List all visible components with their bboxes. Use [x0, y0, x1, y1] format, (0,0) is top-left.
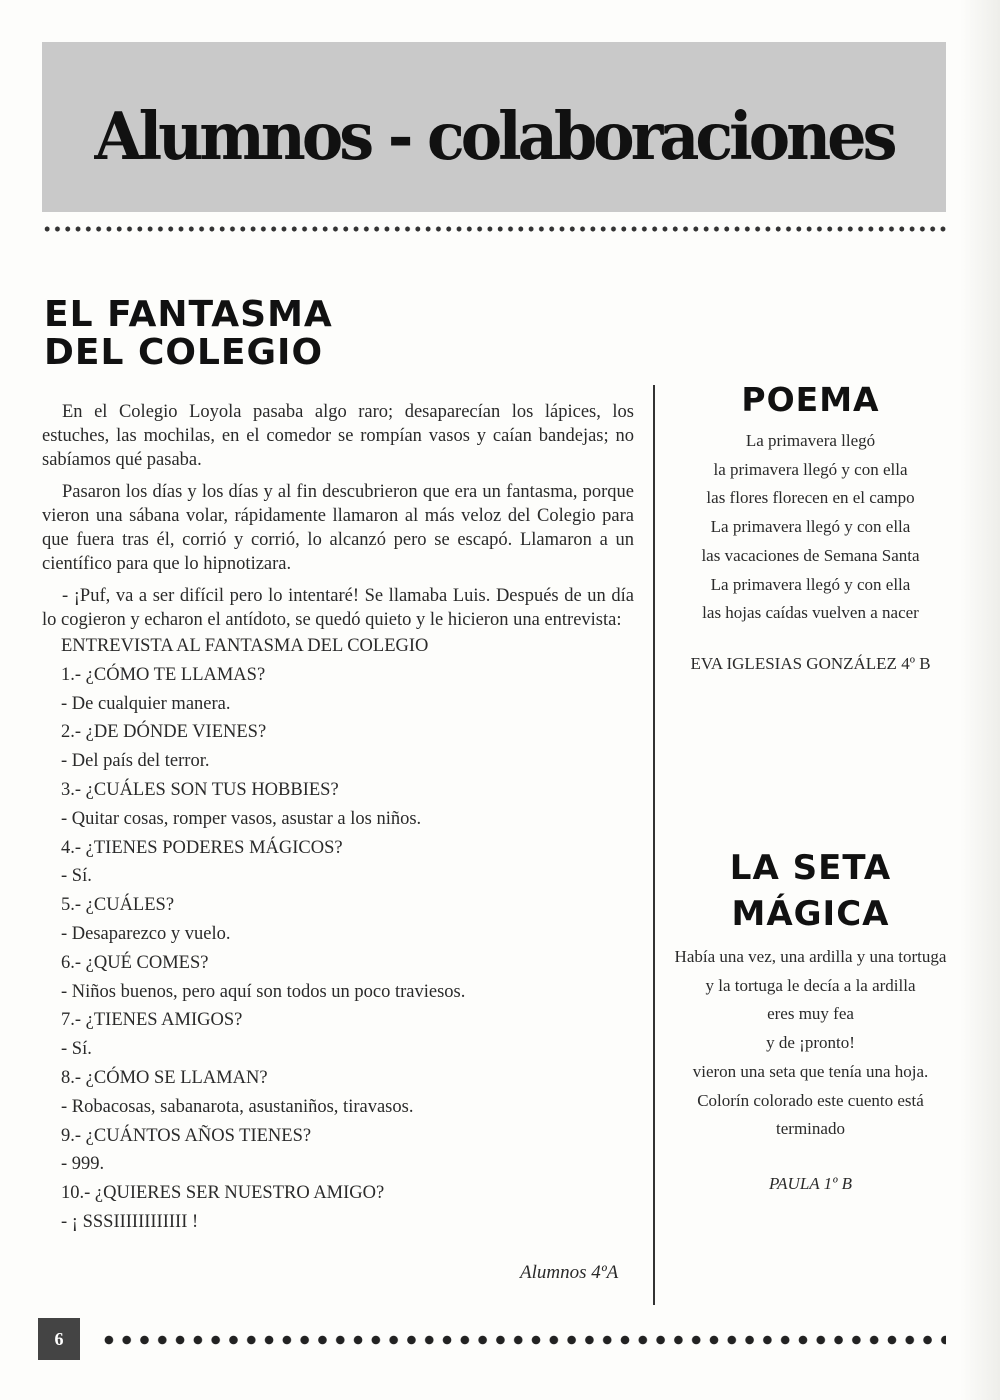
- text-line: las hojas caídas vuelven a nacer: [702, 603, 919, 623]
- story-title: [668, 845, 953, 937]
- text-line: - ¡ SSSIIIIIIIIIIII !: [61, 1211, 199, 1232]
- header-banner: [42, 42, 946, 212]
- footer-dotted-divider: [100, 1334, 946, 1346]
- text-line: La primavera llegó: [745, 431, 876, 450]
- article-body: [42, 400, 634, 1237]
- text-line: - Desaparezco y vuelo.: [61, 923, 231, 944]
- title-line: LA SETA: [729, 848, 892, 888]
- text-line: - Robacosas, sabanarota, asustaniños, tiravasos.: [61, 1096, 414, 1117]
- text-line: - Quitar cosas, romper vasos, asustar a los niños.: [61, 808, 422, 829]
- text-line: ENTREVISTA AL FANTASMA DEL COLEGIO: [61, 636, 429, 656]
- dotted-divider: [42, 225, 946, 233]
- title-line: EL FANTASMA: [44, 294, 333, 335]
- column-divider: [653, 385, 655, 1305]
- text-line: 5.- ¿CUÁLES?: [61, 895, 175, 916]
- paragraph: - ¡Puf, va a ser difícil pero lo intentaré! Se llamaba Luis. Después de un día lo cogieron y echaron el antídoto, se quedó quieto y le hicieron una entrevista:: [42, 586, 634, 630]
- text-line: La primavera llegó y con ella: [710, 574, 911, 594]
- article-title: [44, 296, 333, 372]
- text-line: 3.- ¿CUÁLES SON TUS HOBBIES?: [61, 779, 339, 800]
- text-line: - Sí.: [61, 1039, 92, 1060]
- text-line: 8.- ¿CÓMO SE LLAMAN?: [61, 1067, 268, 1088]
- poem-title: POEMA: [741, 380, 880, 419]
- text-line: la primavera llegó y con ella: [713, 459, 908, 479]
- text-line: eres muy fea: [767, 1004, 854, 1024]
- text-line: 1.- ¿CÓMO TE LLAMAS?: [61, 664, 266, 685]
- text-line: 6.- ¿QUÉ COMES?: [61, 952, 209, 973]
- paragraph: En el Colegio Loyola pasaba algo raro; desaparecían los lápices, los estuches, las mochilas, en el comedor se rompían vasos y caían bandejas; no sabíamos qué pasaba.: [42, 402, 634, 470]
- page-number: 6: [38, 1318, 80, 1360]
- story-section: [668, 845, 953, 1194]
- article-signature: Alumnos 4ºA: [520, 1262, 619, 1283]
- text-line: y la tortuga le decía a la ardilla: [705, 975, 916, 995]
- text-line: 10.- ¿QUIERES SER NUESTRO AMIGO?: [61, 1183, 385, 1204]
- text-line: Había una vez, una ardilla y una tortuga: [674, 947, 947, 966]
- text-line: las flores florecen en el campo: [706, 488, 915, 508]
- text-line: - 999.: [61, 1154, 105, 1175]
- text-line: las vacaciones de Semana Santa: [701, 545, 920, 565]
- poem-author: EVA IGLESIAS GONZÁLEZ 4º B: [690, 653, 931, 673]
- text-line: 9.- ¿CUÁNTOS AÑOS TIENES?: [61, 1125, 312, 1146]
- paragraph: Pasaron los días y los días y al fin descubrieron que era un fantasma, porque vieron una sábana volar, rápidamente llamaron al más veloz del Colegio para que fuera tras él, corrió y corrió, lo alcanzó pero se escapó. Llamaron a un científico para que lo hipnotizara.: [42, 482, 634, 574]
- text-line: y de ¡pronto!: [766, 1033, 855, 1053]
- story-lines: [668, 943, 953, 1144]
- title-line: MÁGICA: [731, 894, 890, 934]
- poem-lines: [668, 427, 953, 628]
- text-line: - Sí.: [61, 866, 92, 887]
- text-line: Colorín colorado este cuento está: [697, 1090, 924, 1110]
- page-edge-shadow: [960, 0, 1000, 1400]
- text-line: - Niños buenos, pero aquí son todos un poco traviesos.: [61, 981, 466, 1002]
- title-line: DEL COLEGIO: [44, 332, 324, 373]
- poem-section: [668, 380, 953, 674]
- text-line: terminado: [776, 1119, 845, 1139]
- text-line: 2.- ¿DE DÓNDE VIENES?: [61, 722, 267, 743]
- text-line: - Del país del terror.: [61, 751, 210, 772]
- interview: [42, 632, 634, 1237]
- story-author: PAULA 1º B: [768, 1173, 853, 1193]
- text-line: vieron una seta que tenía una hoja.: [692, 1061, 929, 1081]
- text-line: - De cualquier manera.: [61, 693, 231, 714]
- text-line: La primavera llegó y con ella: [710, 517, 911, 537]
- section-title: Alumnos - colaboraciones: [94, 98, 894, 175]
- text-line: 4.- ¿TIENES PODERES MÁGICOS?: [61, 837, 343, 858]
- text-line: 7.- ¿TIENES AMIGOS?: [61, 1010, 243, 1031]
